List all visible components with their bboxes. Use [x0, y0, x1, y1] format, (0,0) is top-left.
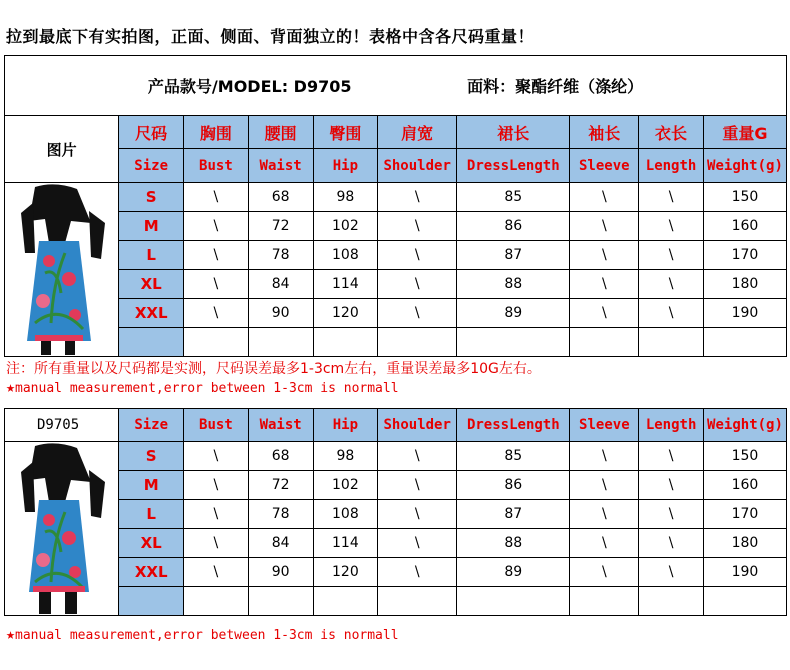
hip-cell: 98 [313, 442, 378, 471]
header-en-sleeve: Sleeve [570, 149, 639, 183]
bust-cell: \ [184, 500, 249, 529]
hip-cell: 120 [313, 299, 378, 328]
weight-cell: 170 [703, 241, 786, 270]
length-cell: \ [639, 500, 704, 529]
dress-length-cell: 87 [457, 500, 570, 529]
sleeve-cell: \ [570, 241, 639, 270]
blank-size-cell [119, 328, 184, 357]
header-en-length: Length [639, 409, 704, 442]
blank-cell [703, 328, 786, 357]
blank-cell [570, 587, 639, 616]
note-english-1 [6, 378, 399, 396]
size-cell: M [119, 212, 184, 241]
weight-cell: 160 [703, 471, 786, 500]
header-en-waist: Waist [248, 149, 313, 183]
blank-size-cell [119, 587, 184, 616]
waist-cell: 84 [248, 529, 313, 558]
size-table-2 [4, 408, 787, 616]
product-photo-cell [5, 183, 119, 357]
weight-cell: 190 [703, 299, 786, 328]
header-en-shoulder: Shoulder [378, 149, 457, 183]
sleeve-cell: \ [570, 270, 639, 299]
table2-model-label: D9705 [5, 409, 119, 442]
header-en-sleeve: Sleeve [570, 409, 639, 442]
header-cn-weight: 重量G [703, 116, 786, 149]
bust-cell: \ [184, 270, 249, 299]
dress-length-cell: 86 [457, 212, 570, 241]
sleeve-cell: \ [570, 183, 639, 212]
size-cell: M [119, 471, 184, 500]
sleeve-cell: \ [570, 471, 639, 500]
picture-header: 图片 [5, 116, 119, 183]
waist-cell: 68 [248, 442, 313, 471]
weight-cell: 190 [703, 558, 786, 587]
blank-cell [248, 587, 313, 616]
waist-cell: 90 [248, 558, 313, 587]
size-cell: S [119, 183, 184, 212]
length-cell: \ [639, 558, 704, 587]
dress-length-cell: 88 [457, 270, 570, 299]
blank-cell [248, 328, 313, 357]
header-en-bust: Bust [184, 409, 249, 442]
shoulder-cell: \ [378, 241, 457, 270]
hip-cell: 114 [313, 270, 378, 299]
blank-cell [703, 587, 786, 616]
material-label: 面料：聚酯纤维（涤纶） [467, 77, 644, 96]
bust-cell: \ [184, 558, 249, 587]
sleeve-cell: \ [570, 529, 639, 558]
weight-cell: 180 [703, 270, 786, 299]
length-cell: \ [639, 241, 704, 270]
blank-cell [184, 587, 249, 616]
waist-cell: 84 [248, 270, 313, 299]
header-cn-dress-length: 裙长 [457, 116, 570, 149]
note-english-2 [6, 625, 399, 643]
size-cell: S [119, 442, 184, 471]
header-en-dress-length: DressLength [457, 149, 570, 183]
size-cell: XXL [119, 558, 184, 587]
shoulder-cell: \ [378, 299, 457, 328]
dress-length-cell: 87 [457, 241, 570, 270]
bust-cell: \ [184, 183, 249, 212]
header-en-shoulder: Shoulder [378, 409, 457, 442]
hip-cell: 114 [313, 529, 378, 558]
blank-cell [639, 328, 704, 357]
header-en-hip: Hip [313, 149, 378, 183]
bust-cell: \ [184, 299, 249, 328]
header-en-length: Length [639, 149, 704, 183]
waist-cell: 78 [248, 241, 313, 270]
header-cn-length: 衣长 [639, 116, 704, 149]
waist-cell: 90 [248, 299, 313, 328]
blank-cell [639, 587, 704, 616]
note-chinese: 注：所有重量以及尺码都是实测，尺码误差最多1-3cm左右，重量误差最多10G左右。 [6, 361, 541, 377]
header-en-hip: Hip [313, 409, 378, 442]
header-en-waist: Waist [248, 409, 313, 442]
hip-cell: 108 [313, 500, 378, 529]
blank-cell [457, 328, 570, 357]
bust-cell: \ [184, 471, 249, 500]
waist-cell: 78 [248, 500, 313, 529]
dress-length-cell: 88 [457, 529, 570, 558]
star-icon: ★ [6, 625, 16, 643]
weight-cell: 160 [703, 212, 786, 241]
shoulder-cell: \ [378, 529, 457, 558]
product-photo-cell [5, 442, 119, 616]
size-cell: XL [119, 529, 184, 558]
dress-length-cell: 86 [457, 471, 570, 500]
weight-cell: 150 [703, 442, 786, 471]
blank-cell [184, 328, 249, 357]
length-cell: \ [639, 529, 704, 558]
hip-cell: 108 [313, 241, 378, 270]
shoulder-cell: \ [378, 442, 457, 471]
header-cn-size: 尺码 [119, 116, 184, 149]
blank-cell [313, 587, 378, 616]
note-english-1-text: manual measurement,error between 1-3cm is normall [15, 381, 399, 396]
hip-cell: 102 [313, 212, 378, 241]
shoulder-cell: \ [378, 212, 457, 241]
dress-length-cell: 89 [457, 299, 570, 328]
note-english-2-text: manual measurement,error between 1-3cm is normall [15, 628, 399, 643]
bust-cell: \ [184, 212, 249, 241]
header-cn-hip: 臀围 [313, 116, 378, 149]
waist-cell: 72 [248, 212, 313, 241]
length-cell: \ [639, 270, 704, 299]
sleeve-cell: \ [570, 500, 639, 529]
header-en-size: Size [119, 409, 184, 442]
sleeve-cell: \ [570, 212, 639, 241]
shoulder-cell: \ [378, 558, 457, 587]
dress-length-cell: 89 [457, 558, 570, 587]
blank-cell [378, 328, 457, 357]
bust-cell: \ [184, 529, 249, 558]
shoulder-cell: \ [378, 183, 457, 212]
length-cell: \ [639, 299, 704, 328]
weight-cell: 170 [703, 500, 786, 529]
sleeve-cell: \ [570, 558, 639, 587]
shoulder-cell: \ [378, 471, 457, 500]
model-label: 产品款号/MODEL: D9705 [147, 77, 352, 96]
blank-cell [313, 328, 378, 357]
length-cell: \ [639, 183, 704, 212]
bust-cell: \ [184, 241, 249, 270]
header-note: 拉到最底下有实拍图，正面、侧面、背面独立的！表格中含各尺码重量！ [6, 27, 535, 46]
waist-cell: 68 [248, 183, 313, 212]
blank-cell [378, 587, 457, 616]
header-cn-shoulder: 肩宽 [378, 116, 457, 149]
product-photo [5, 442, 117, 614]
header-en-bust: Bust [184, 149, 249, 183]
header-en-size: Size [119, 149, 184, 183]
blank-cell [570, 328, 639, 357]
dress-length-cell: 85 [457, 183, 570, 212]
header-cn-bust: 胸围 [184, 116, 249, 149]
bust-cell: \ [184, 442, 249, 471]
star-icon: ★ [6, 378, 16, 396]
size-cell: XL [119, 270, 184, 299]
sleeve-cell: \ [570, 299, 639, 328]
hip-cell: 120 [313, 558, 378, 587]
size-table-1 [4, 55, 787, 357]
weight-cell: 150 [703, 183, 786, 212]
product-info-row [5, 56, 787, 116]
length-cell: \ [639, 471, 704, 500]
dress-length-cell: 85 [457, 442, 570, 471]
header-en-weight: Weight(g) [703, 409, 786, 442]
length-cell: \ [639, 212, 704, 241]
product-photo [5, 183, 117, 355]
size-cell: XXL [119, 299, 184, 328]
size-cell: L [119, 500, 184, 529]
hip-cell: 98 [313, 183, 378, 212]
length-cell: \ [639, 442, 704, 471]
shoulder-cell: \ [378, 270, 457, 299]
weight-cell: 180 [703, 529, 786, 558]
header-en-weight: Weight(g) [703, 149, 786, 183]
header-cn-waist: 腰围 [248, 116, 313, 149]
waist-cell: 72 [248, 471, 313, 500]
sleeve-cell: \ [570, 442, 639, 471]
header-cn-sleeve: 袖长 [570, 116, 639, 149]
blank-cell [457, 587, 570, 616]
header-en-dress-length: DressLength [457, 409, 570, 442]
hip-cell: 102 [313, 471, 378, 500]
size-cell: L [119, 241, 184, 270]
shoulder-cell: \ [378, 500, 457, 529]
